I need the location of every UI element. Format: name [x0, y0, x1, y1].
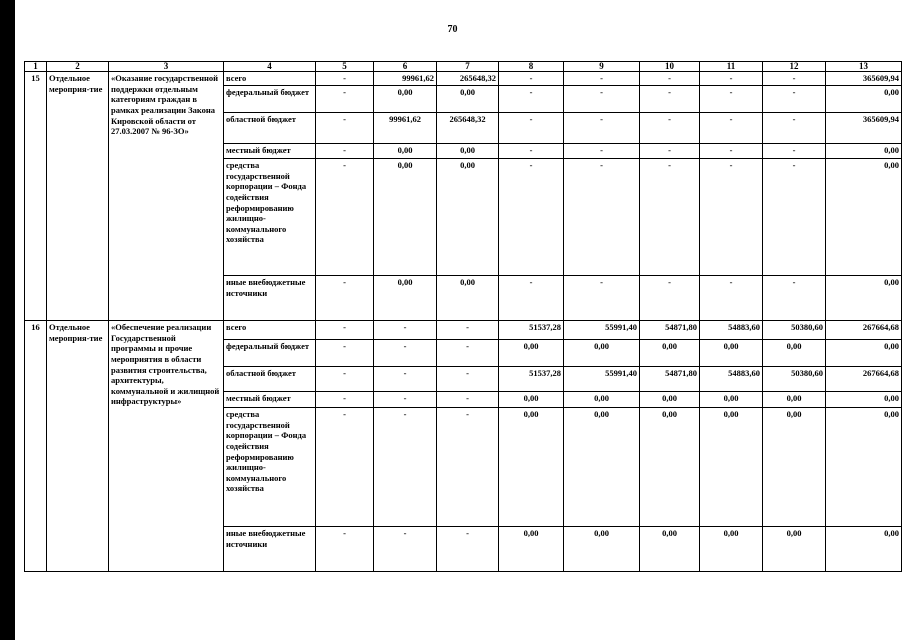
value-cell: 0,00 [437, 144, 499, 159]
col-header-12: 12 [763, 62, 826, 72]
scan-edge-bar [0, 0, 15, 640]
value-cell: - [437, 321, 499, 340]
funding-source-label: федеральный бюджет [224, 340, 316, 367]
value-cell: - [640, 86, 700, 113]
value-cell: 0,00 [437, 86, 499, 113]
col-header-8: 8 [499, 62, 564, 72]
value-cell: - [437, 340, 499, 367]
value-cell: 0,00 [437, 159, 499, 276]
value-cell: 0,00 [826, 392, 902, 408]
value-cell: 0,00 [640, 392, 700, 408]
value-cell: 0,00 [700, 408, 763, 527]
value-cell: - [700, 72, 763, 86]
value-cell: - [499, 144, 564, 159]
value-cell: 0,00 [374, 276, 437, 321]
funding-source-label: иные внебюджетные источники [224, 276, 316, 321]
funding-source-label: местный бюджет [224, 144, 316, 159]
value-cell: 0,00 [700, 340, 763, 367]
col-header-11: 11 [700, 62, 763, 72]
value-cell: 99961,62 [374, 72, 437, 86]
value-cell: - [316, 408, 374, 527]
value-cell: - [437, 408, 499, 527]
value-cell: - [700, 86, 763, 113]
col-header-13: 13 [826, 62, 902, 72]
value-cell: - [316, 113, 374, 144]
value-cell: 55991,40 [564, 367, 640, 392]
value-cell: - [564, 86, 640, 113]
activity-type: Отдельное мероприя-тие [47, 321, 109, 572]
value-cell: 267664,68 [826, 321, 902, 340]
page-number: 70 [447, 24, 458, 35]
col-header-1: 1 [25, 62, 47, 72]
value-cell: 0,00 [499, 408, 564, 527]
value-cell: - [316, 144, 374, 159]
value-cell: 0,00 [826, 408, 902, 527]
col-header-5: 5 [316, 62, 374, 72]
funding-source-label: местный бюджет [224, 392, 316, 408]
budget-table [24, 61, 902, 572]
value-cell: 0,00 [499, 527, 564, 572]
value-cell: 0,00 [564, 340, 640, 367]
funding-source-label: всего [224, 321, 316, 340]
value-cell: - [700, 159, 763, 276]
value-cell: - [316, 367, 374, 392]
value-cell: - [700, 276, 763, 321]
value-cell: - [763, 72, 826, 86]
value-cell: 0,00 [826, 86, 902, 113]
value-cell: - [374, 367, 437, 392]
value-cell: 265648,32 [437, 113, 499, 144]
value-cell: 54883,60 [700, 367, 763, 392]
value-cell: 267664,68 [826, 367, 902, 392]
value-cell: 0,00 [374, 144, 437, 159]
value-cell: 365609,94 [826, 113, 902, 144]
col-header-3: 3 [109, 62, 224, 72]
value-cell: - [316, 527, 374, 572]
value-cell: - [316, 321, 374, 340]
value-cell: - [640, 72, 700, 86]
value-cell: 0,00 [564, 408, 640, 527]
value-cell: 265648,32 [437, 72, 499, 86]
value-cell: 0,00 [700, 392, 763, 408]
value-cell: - [640, 159, 700, 276]
value-cell: - [564, 144, 640, 159]
value-cell: - [564, 113, 640, 144]
value-cell: 0,00 [499, 340, 564, 367]
col-header-4: 4 [224, 62, 316, 72]
funding-source-label: иные внебюджетные источники [224, 527, 316, 572]
value-cell: 0,00 [826, 527, 902, 572]
value-cell: 0,00 [374, 159, 437, 276]
value-cell: - [499, 276, 564, 321]
table-row [25, 321, 902, 340]
value-cell: 54871,80 [640, 367, 700, 392]
value-cell: - [700, 113, 763, 144]
funding-source-label: средства государственной корпорации – Фонда содействия реформированию жилищно-коммунального хозяйства [224, 408, 316, 527]
value-cell: 50380,60 [763, 367, 826, 392]
value-cell: - [640, 276, 700, 321]
col-header-6: 6 [374, 62, 437, 72]
value-cell: 0,00 [826, 159, 902, 276]
funding-source-label: всего [224, 72, 316, 86]
value-cell: - [316, 86, 374, 113]
value-cell: - [316, 392, 374, 408]
value-cell: - [499, 72, 564, 86]
value-cell: 51537,28 [499, 321, 564, 340]
value-cell: - [499, 113, 564, 144]
table-row [25, 72, 902, 86]
value-cell: - [640, 144, 700, 159]
value-cell: 0,00 [499, 392, 564, 408]
row-number: 16 [25, 321, 47, 572]
value-cell: 50380,60 [763, 321, 826, 340]
funding-source-label: областной бюджет [224, 113, 316, 144]
value-cell: - [374, 392, 437, 408]
value-cell: - [316, 340, 374, 367]
col-header-9: 9 [564, 62, 640, 72]
row-number: 15 [25, 72, 47, 321]
value-cell: - [499, 159, 564, 276]
value-cell: 0,00 [826, 340, 902, 367]
value-cell: - [640, 113, 700, 144]
value-cell: - [374, 408, 437, 527]
value-cell: 0,00 [640, 340, 700, 367]
col-header-10: 10 [640, 62, 700, 72]
value-cell: 0,00 [763, 392, 826, 408]
header-row [25, 62, 902, 72]
value-cell: 55991,40 [564, 321, 640, 340]
value-cell: - [437, 527, 499, 572]
value-cell: - [564, 276, 640, 321]
value-cell: 0,00 [763, 408, 826, 527]
value-cell: 0,00 [640, 527, 700, 572]
value-cell: - [374, 321, 437, 340]
value-cell: - [316, 72, 374, 86]
value-cell: - [437, 392, 499, 408]
activity-type: Отдельное мероприя-тие [47, 72, 109, 321]
value-cell: 0,00 [564, 392, 640, 408]
value-cell: - [374, 527, 437, 572]
value-cell: 0,00 [374, 86, 437, 113]
value-cell: - [763, 113, 826, 144]
value-cell: 51537,28 [499, 367, 564, 392]
value-cell: - [437, 367, 499, 392]
value-cell: - [316, 276, 374, 321]
value-cell: - [374, 340, 437, 367]
value-cell: 0,00 [763, 340, 826, 367]
value-cell: - [763, 86, 826, 113]
value-cell: 54883,60 [700, 321, 763, 340]
value-cell: - [564, 72, 640, 86]
value-cell: - [700, 144, 763, 159]
value-cell: - [316, 159, 374, 276]
value-cell: 0,00 [640, 408, 700, 527]
value-cell: 365609,94 [826, 72, 902, 86]
value-cell: 99961,62 [374, 113, 437, 144]
value-cell: 0,00 [437, 276, 499, 321]
value-cell: 0,00 [826, 144, 902, 159]
value-cell: - [763, 144, 826, 159]
value-cell: - [564, 159, 640, 276]
value-cell: - [763, 159, 826, 276]
value-cell: 0,00 [763, 527, 826, 572]
funding-source-label: средства государственной корпорации – Фонда содействия реформированию жилищно-коммунального хозяйства [224, 159, 316, 276]
value-cell: - [763, 276, 826, 321]
value-cell: 54871,80 [640, 321, 700, 340]
activity-name: «Обеспечение реализации Государственной программы и прочие мероприятия в области развития строительства, архитектуры, коммунальной и жилищной инфраструктуры» [109, 321, 224, 572]
activity-name: «Оказание государственной поддержки отдельным категориям граждан в рамках реализации Закона Кировской области от 27.03.2007 № 96-ЗО» [109, 72, 224, 321]
funding-source-label: областной бюджет [224, 367, 316, 392]
value-cell: - [499, 86, 564, 113]
value-cell: 0,00 [564, 527, 640, 572]
value-cell: 0,00 [826, 276, 902, 321]
col-header-2: 2 [47, 62, 109, 72]
funding-source-label: федеральный бюджет [224, 86, 316, 113]
value-cell: 0,00 [700, 527, 763, 572]
col-header-7: 7 [437, 62, 499, 72]
